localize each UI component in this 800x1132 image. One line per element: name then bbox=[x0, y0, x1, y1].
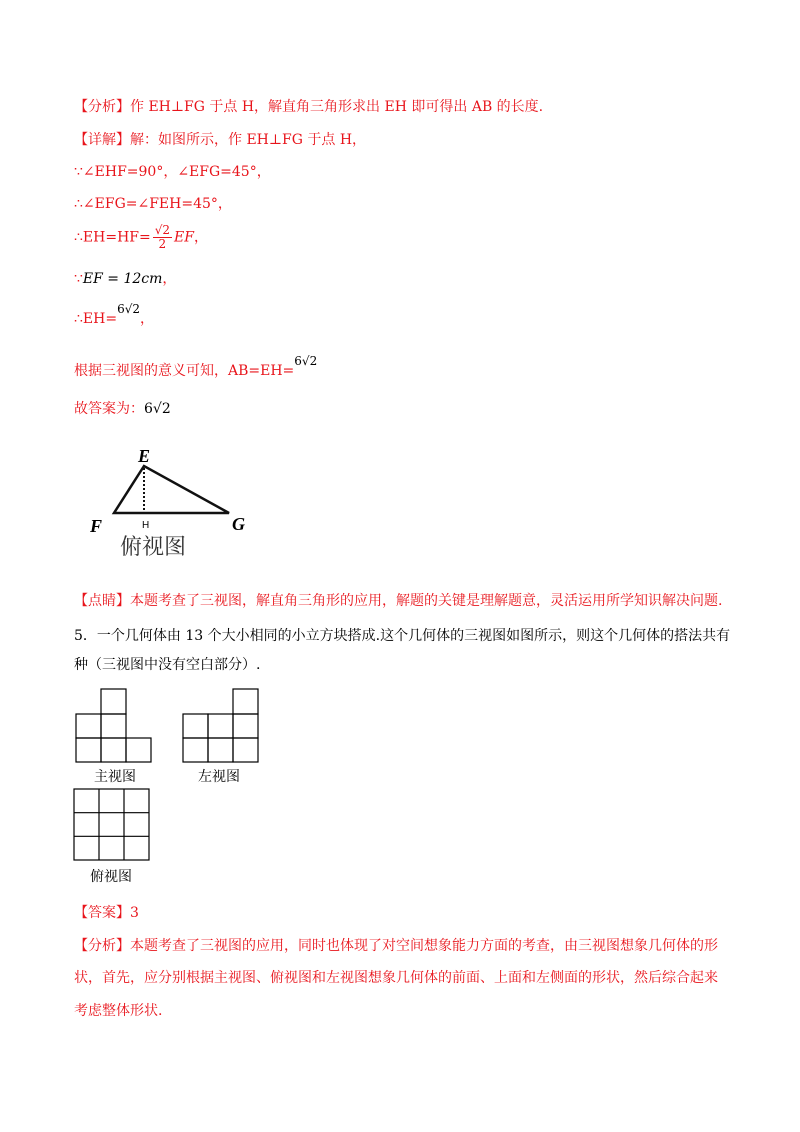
analysis-2-line-3: 考虑整体形状. bbox=[74, 1003, 163, 1019]
triangle-shape bbox=[114, 466, 229, 513]
step-5-value: 6√2 bbox=[117, 302, 140, 316]
answer-line bbox=[74, 904, 139, 922]
triangle-figure bbox=[86, 440, 256, 570]
fraction-numerator: √2 bbox=[154, 223, 171, 237]
label-f: F bbox=[90, 516, 103, 536]
step-6-text: 根据三视图的意义可知，AB=EH= bbox=[74, 363, 295, 379]
triangle-caption: 俯视图 bbox=[120, 535, 187, 560]
detail-line bbox=[74, 131, 366, 149]
step-7 bbox=[74, 400, 171, 418]
fraction-denominator: 2 bbox=[158, 237, 167, 251]
question-5-line-1: 5．一个几何体由 13 个大小相同的小立方块搭成.这个几何体的三视图如图所示，则这个几何体的搭法共有 bbox=[74, 628, 731, 644]
step-4 bbox=[74, 270, 176, 288]
step-3-prefix: ∴EH=HF= bbox=[74, 229, 151, 246]
analysis-tag: 【分析】 bbox=[74, 99, 130, 115]
step-7-value: 6√2 bbox=[144, 401, 171, 417]
label-e: E bbox=[138, 446, 151, 466]
analysis-2-text-1: 本题考查了三视图的应用，同时也体现了对空间想象能力方面的考查，由三视图想象几何体的形 bbox=[130, 938, 718, 954]
comment-line bbox=[74, 592, 722, 610]
comment-tag: 【点睛】 bbox=[74, 593, 130, 609]
left-view bbox=[182, 688, 262, 768]
detail-text: 解：如图所示，作 EH⊥FG 于点 H， bbox=[130, 132, 367, 148]
top-view bbox=[73, 788, 151, 866]
step-3-variable: EF bbox=[174, 229, 194, 246]
step-6 bbox=[74, 354, 318, 380]
step-5-suffix: ， bbox=[140, 311, 154, 327]
front-view-caption: 主视图 bbox=[94, 769, 136, 785]
answer-tag: 【答案】 bbox=[74, 905, 130, 921]
step-7-text: 故答案为： bbox=[74, 401, 144, 417]
label-h: H bbox=[142, 520, 150, 531]
step-6-value: 6√2 bbox=[294, 354, 318, 368]
detail-tag: 【详解】 bbox=[74, 132, 130, 148]
label-g: G bbox=[232, 514, 245, 534]
front-view bbox=[75, 688, 155, 768]
left-view-caption: 左视图 bbox=[198, 769, 240, 785]
fraction bbox=[153, 224, 172, 251]
analysis-2-tag: 【分析】 bbox=[74, 938, 130, 954]
step-4-suffix: ， bbox=[162, 271, 177, 287]
analysis-text: 作 EH⊥FG 于点 H，解直角三角形求出 EH 即可得出 AB 的长度. bbox=[130, 99, 544, 115]
step-5 bbox=[74, 302, 154, 328]
analysis-2-line-2: 状，首先，应分别根据主视图、俯视图和左视图想象几何体的前面、上面和左侧面的形状，然后综合起来 bbox=[74, 970, 718, 986]
step-2: ∴∠EFG=∠FEH=45°， bbox=[74, 196, 232, 212]
question-5-line-2: 种（三视图中没有空白部分）. bbox=[74, 657, 261, 673]
step-3 bbox=[74, 224, 208, 251]
answer-value: 3 bbox=[130, 905, 139, 921]
top-view-grid bbox=[73, 788, 151, 862]
analysis-line bbox=[74, 98, 543, 116]
step-4-expr: EF = 12cm bbox=[82, 271, 163, 287]
front-view-grid bbox=[75, 688, 155, 764]
step-5-prefix: ∴EH= bbox=[74, 311, 118, 327]
top-view-caption: 俯视图 bbox=[90, 869, 132, 885]
step-4-prefix: ∵ bbox=[74, 271, 83, 287]
step-1: ∵∠EHF=90°，∠EFG=45°， bbox=[74, 164, 271, 180]
step-3-suffix: ， bbox=[193, 229, 208, 246]
left-view-grid bbox=[182, 688, 262, 764]
comment-text: 本题考查了三视图，解直角三角形的应用，解题的关键是理解题意，灵活运用所学知识解决问题. bbox=[130, 593, 723, 609]
analysis-2-line-1 bbox=[74, 937, 718, 955]
triangle-diagram bbox=[86, 440, 256, 570]
